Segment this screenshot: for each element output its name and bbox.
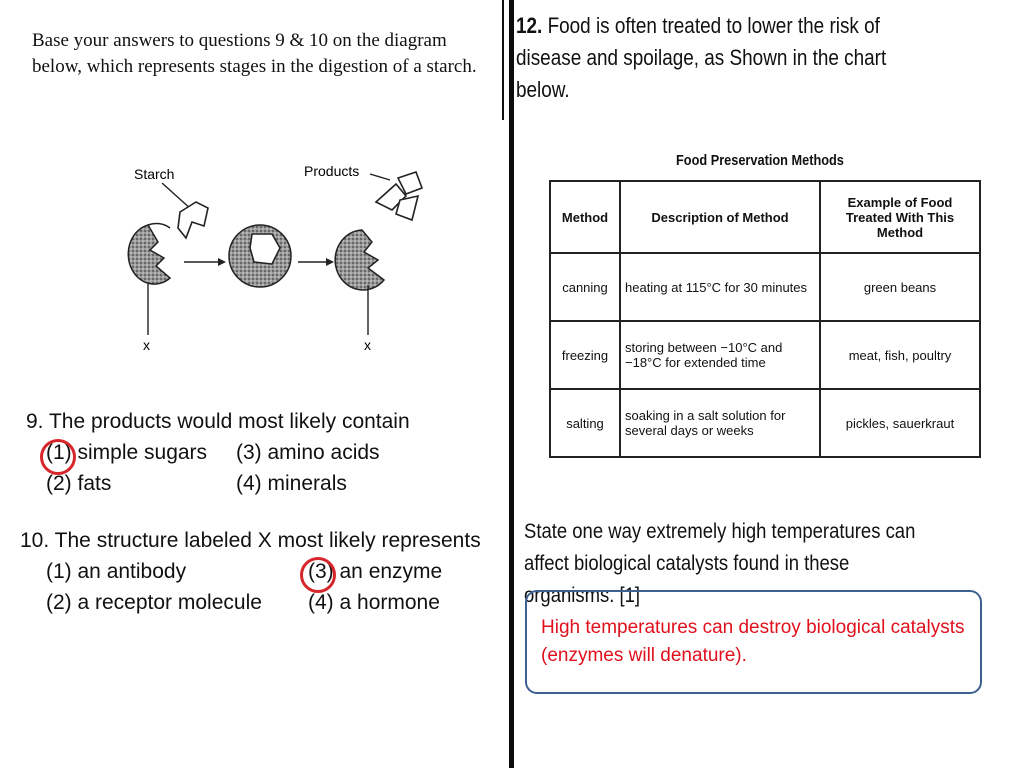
table-cell-example: pickles, sauerkraut (820, 389, 980, 457)
table-cell-method: canning (550, 253, 620, 321)
question-10 (20, 525, 490, 618)
q10-option-2[interactable]: (2) a receptor molecule (46, 591, 262, 614)
label-starch: Starch (134, 166, 175, 182)
enzyme-substrate-complex (229, 225, 291, 287)
table-row (550, 321, 980, 389)
label-x-2: x (364, 337, 371, 353)
column-divider (509, 0, 514, 768)
table-header-method: Method (550, 181, 620, 253)
q9-option-4[interactable]: (4) minerals (236, 472, 347, 495)
question-12 (516, 10, 920, 106)
question-9 (26, 406, 486, 499)
q10-answer-circle (300, 557, 336, 593)
table-row (550, 253, 980, 321)
q10-option-1[interactable]: (1) an antibody (46, 560, 187, 583)
food-preservation-table (549, 180, 981, 458)
q9-option-1[interactable]: (1) simple sugars (46, 441, 208, 464)
question-12-number: 12. (516, 13, 543, 38)
table-cell-method: salting (550, 389, 620, 457)
state-question: State one way extremely high temperatures can affect biological catalysts found in these organisms. [1] (524, 520, 916, 607)
enzyme-stage-1 (128, 202, 208, 353)
q10-option-3[interactable]: (3) an enzyme (308, 560, 443, 583)
table-cell-description: heating at 115°C for 30 minutes (620, 253, 820, 321)
table-cell-method: freezing (550, 321, 620, 389)
question-12-text: Food is often treated to lower the risk of disease and spoilage, as Shown in the chart below. (516, 13, 887, 102)
question-10-prompt: The structure labeled X most likely represents (54, 529, 481, 552)
answer-text: High temperatures can destroy biological catalysts (enzymes will denature). (541, 617, 965, 666)
question-10-number: 10. (20, 529, 50, 552)
table-header-description: Description of Method (620, 181, 820, 253)
table-row (550, 389, 980, 457)
table-cell-example: green beans (820, 253, 980, 321)
table-header-row (550, 181, 980, 253)
table-title: Food Preservation Methods (676, 152, 844, 169)
q9-option-3[interactable]: (3) amino acids (236, 441, 380, 464)
label-x-1: x (143, 337, 150, 353)
table-cell-example: meat, fish, poultry (820, 321, 980, 389)
question-9-prompt: The products would most likely contain (48, 410, 410, 433)
table-cell-description: storing between −10°C and −18°C for extended time (620, 321, 820, 389)
answer-box (525, 590, 982, 694)
enzyme-stage-3 (335, 172, 422, 353)
table-header-example: Example of Food Treated With This Method (820, 181, 980, 253)
q9-option-2[interactable]: (2) fats (46, 472, 112, 495)
label-products: Products (304, 163, 360, 179)
intro-text: Base your answers to questions 9 & 10 on the diagram below, which represents stages in the digestion of a starch. (32, 30, 477, 77)
q10-option-4[interactable]: (4) a hormone (308, 591, 440, 614)
starch-digestion-diagram (100, 150, 440, 365)
q9-answer-circle (40, 439, 76, 475)
column-divider-top (502, 0, 504, 120)
diagram-svg (100, 150, 440, 360)
table-cell-description: soaking in a salt solution for several days or weeks (620, 389, 820, 457)
question-9-number: 9. (26, 410, 44, 433)
